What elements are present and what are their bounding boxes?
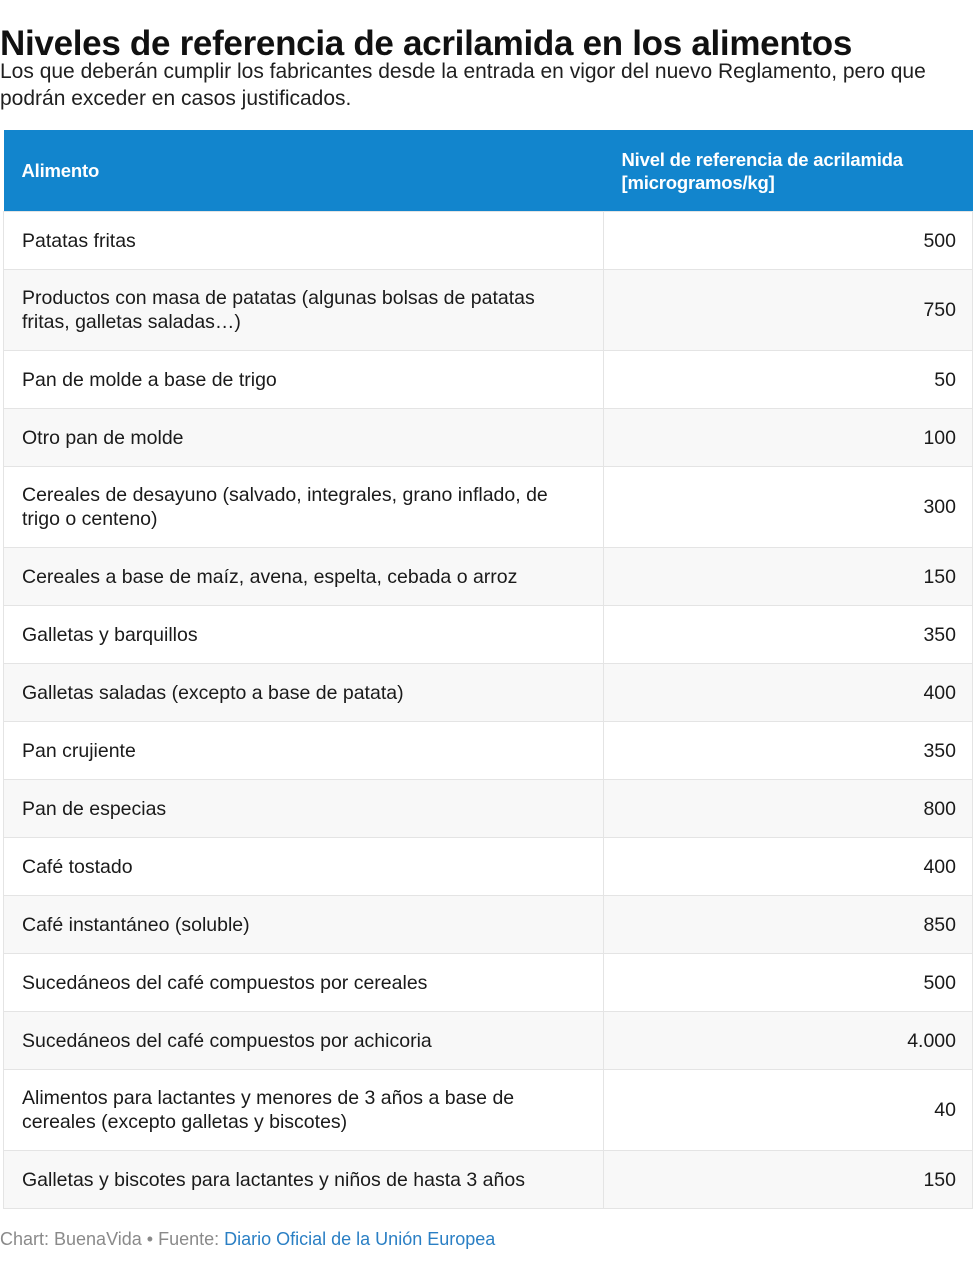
level-cell: 350 — [604, 606, 973, 664]
credit-text: Chart: BuenaVida • Fuente: — [0, 1229, 225, 1249]
food-cell: Galletas y barquillos — [4, 606, 604, 664]
food-cell: Galletas saladas (excepto a base de patata) — [4, 664, 604, 722]
table-row — [4, 780, 973, 838]
page-title: Niveles de referencia de acrilamida en los alimentos — [0, 24, 853, 64]
table-body — [4, 212, 973, 1209]
data-table-container — [3, 130, 972, 1209]
table-row — [4, 838, 973, 896]
page-subtitle: Los que deberán cumplir los fabricantes desde la entrada en vigor del nuevo Reglamento, pero que podrán exceder en casos justificados. — [0, 60, 926, 110]
table-row — [4, 664, 973, 722]
table-row — [4, 409, 973, 467]
table-row — [4, 722, 973, 780]
chart-footer — [0, 1229, 495, 1250]
food-cell: Otro pan de molde — [4, 409, 604, 467]
table-row — [4, 1070, 973, 1151]
table-row — [4, 270, 973, 351]
level-cell: 400 — [604, 838, 973, 896]
food-cell: Café tostado — [4, 838, 604, 896]
data-table — [3, 130, 973, 1209]
column-header-food[interactable]: Alimento — [4, 130, 604, 212]
level-cell: 850 — [604, 896, 973, 954]
table-row — [4, 1012, 973, 1070]
food-cell: Pan de especias — [4, 780, 604, 838]
table-row — [4, 954, 973, 1012]
level-cell: 50 — [604, 351, 973, 409]
food-cell: Sucedáneos del café compuestos por achicoria — [4, 1012, 604, 1070]
table-header-row — [4, 130, 973, 212]
level-cell: 750 — [604, 270, 973, 351]
level-cell: 400 — [604, 664, 973, 722]
level-cell: 500 — [604, 954, 973, 1012]
level-cell: 500 — [604, 212, 973, 270]
table-row — [4, 896, 973, 954]
table-row — [4, 606, 973, 664]
food-cell: Productos con masa de patatas (algunas bolsas de patatas fritas, galletas saladas…) — [4, 270, 604, 351]
level-cell: 150 — [604, 1151, 973, 1209]
table-row — [4, 212, 973, 270]
level-cell: 40 — [604, 1070, 973, 1151]
table-row — [4, 548, 973, 606]
column-header-level[interactable]: Nivel de referencia de acrilamida [microgramos/kg] — [604, 130, 973, 212]
food-cell: Cereales de desayuno (salvado, integrales, grano inflado, de trigo o centeno) — [4, 467, 604, 548]
table-row — [4, 351, 973, 409]
food-cell: Cereales a base de maíz, avena, espelta, cebada o arroz — [4, 548, 604, 606]
food-cell: Alimentos para lactantes y menores de 3 años a base de cereales (excepto galletas y biscotes) — [4, 1070, 604, 1151]
source-link[interactable]: Diario Oficial de la Unión Europea — [224, 1229, 496, 1249]
food-cell: Pan de molde a base de trigo — [4, 351, 604, 409]
level-cell: 4.000 — [604, 1012, 973, 1070]
level-cell: 150 — [604, 548, 973, 606]
food-cell: Sucedáneos del café compuestos por cereales — [4, 954, 604, 1012]
table-row — [4, 467, 973, 548]
level-cell: 800 — [604, 780, 973, 838]
level-cell: 350 — [604, 722, 973, 780]
food-cell: Patatas fritas — [4, 212, 604, 270]
table-row — [4, 1151, 973, 1209]
food-cell: Galletas y biscotes para lactantes y niños de hasta 3 años — [4, 1151, 604, 1209]
food-cell: Café instantáneo (soluble) — [4, 896, 604, 954]
level-cell: 300 — [604, 467, 973, 548]
level-cell: 100 — [604, 409, 973, 467]
food-cell: Pan crujiente — [4, 722, 604, 780]
